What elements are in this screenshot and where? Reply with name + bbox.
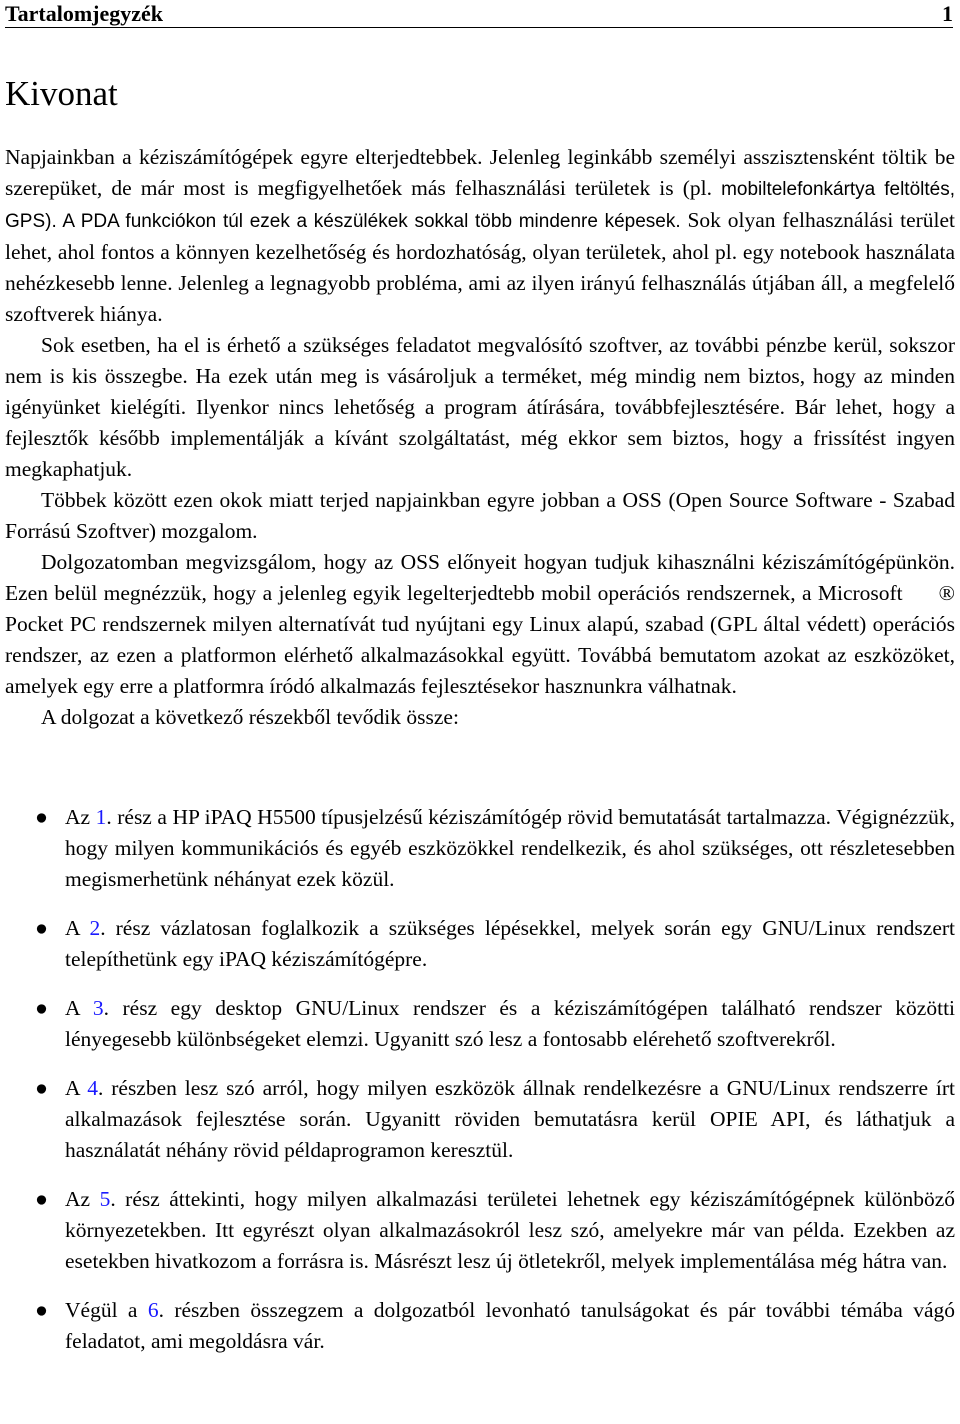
page-number: 1 xyxy=(942,1,953,26)
parts-list xyxy=(5,802,955,1375)
list-item-text: . részben lesz szó arról, hogy milyen eszközök állnak rendelkezésre a GNU/Linux rendszerre írt alkalmazások fejlesztése során. Ugyanitt röviden bemutatásra kerül OPIE API, és láthatjuk a használatát néhány rövid példaprogramon keresztül. xyxy=(65,1076,956,1162)
bullet-icon: ● xyxy=(35,805,48,829)
paragraph-1-text-b: Sok olyan felhasználási terület lehet, ahol fontos a könnyen kezelhetőség és hordozhatóság, olyan területek, ahol pl. egy notebook használata nehézkesebb lenne. Jelenleg a legnagyobb probléma, ami az ilyen irányú felhasználás útjában áll, a megfelelő szoftverek hiánya. xyxy=(5,208,956,326)
list-item-text: . rész áttekinti, hogy milyen alkalmazási területei lehetnek egy kéziszámítógépnek különböző környezetekben. Itt egyrészt olyan alkalmazásokról lesz szó, amelyekre már van példa. Ezekben az esetekben hivatkozom a forrásra is. Másrészt lesz új ötletekről, melyek implementálása még hátra van. xyxy=(65,1187,955,1273)
paragraph-5: A dolgozat a következő részekből tevődik össze: xyxy=(41,705,459,729)
chapter-link[interactable]: 2 xyxy=(89,916,101,940)
list-item-text: . rész vázlatosan foglalkozik a szükséges lépésekkel, melyek során egy GNU/Linux rendszert telepíthetünk egy iPAQ kéziszámítógépre. xyxy=(65,916,955,971)
chapter-link[interactable]: 6 xyxy=(147,1298,159,1322)
paragraph-4-text-a: Dolgozatomban megvizsgálom, hogy az OSS előnyeit hogyan tudjuk kihasználni kéziszámítógépünkön. Ezen belül megnézzük, hogy a jelenleg egyik legelterjedtebb mobil operációs rendszernek, a Microsoft xyxy=(5,550,955,605)
list-item xyxy=(5,1184,955,1277)
list-item-text: . rész egy desktop GNU/Linux rendszer és a kéziszámítógépen található rendszer közötti lényegesebb különbségeket elemzi. Ugyanitt szó lesz a fontosabb elérehető szoftverekről. xyxy=(65,996,956,1051)
list-item-pre: Végül a xyxy=(65,1298,148,1322)
list-item xyxy=(5,913,955,975)
list-item-pre: A xyxy=(65,996,93,1020)
list-item-text: . rész a HP iPAQ H5500 típusjelzésű kéziszámítógép rövid bemutatását tartalmazza. Végignézzük, hogy milyen kommunikációs és egyéb eszközökkel rendelkezik, és ahol szükséges, ott részletesebben megismerhetünk néhányat ezek közül. xyxy=(65,805,955,891)
registered-mark: ® xyxy=(938,581,955,605)
bullet-icon: ● xyxy=(35,996,48,1020)
chapter-link[interactable]: 3 xyxy=(92,996,104,1020)
header-title: Tartalomjegyzék xyxy=(5,1,164,26)
bullet-icon: ● xyxy=(35,1298,48,1322)
list-item-pre: A xyxy=(65,1076,88,1100)
chapter-link[interactable]: 5 xyxy=(99,1187,111,1211)
bullet-icon: ● xyxy=(35,1187,48,1211)
list-item-text: . részben összegzem a dolgozatból levonható tanulságokat és pár további témába vágó feladatot, ami megoldásra vár. xyxy=(65,1298,955,1353)
bullet-icon: ● xyxy=(35,916,48,940)
chapter-link[interactable]: 1 xyxy=(95,805,107,829)
list-item-pre: Az xyxy=(65,805,96,829)
abstract-body xyxy=(5,142,955,733)
running-header xyxy=(5,0,953,28)
list-item xyxy=(5,802,955,895)
paragraph-4-text-b: Pocket PC rendszernek milyen alternatívát tud nyújtani egy Linux alapú, szabad (GPL által védett) operációs rendszer, az ezen a platformon elérhető alkalmazásokkal együtt. Továbbá bemutatom azokat az eszközöket, amelyek egy erre a platformra íródó alkalmazás fejlesztésekor hasznunkra válhatnak. xyxy=(5,612,955,698)
chapter-link[interactable]: 4 xyxy=(87,1076,98,1100)
list-item-pre: A xyxy=(65,916,90,940)
paragraph-3: Többek között ezen okok miatt terjed napjainkban egyre jobban a OSS (Open Source Software - Szabad Forrású Szoftver) mozgalom. xyxy=(5,488,955,543)
paragraph-2: Sok esetben, ha el is érhető a szükséges feladatot megvalósító szoftver, az további pénzbe kerül, sokszor nem is kis összegbe. Ha ezek után meg is vásároljuk a terméket, még mindig nem biztos, hogy az minden igényünket kielégíti. Ilyenkor nincs lehetőség a program átírására, továbbfejlesztésére. Bár lehet, hogy a fejlesztők később implementálják a kívánt szolgáltatást, még ekkor sem biztos, hogy a frissítést ingyen megkaphatjuk. xyxy=(5,333,955,481)
paragraph-4 xyxy=(5,547,955,702)
paragraph-1 xyxy=(5,142,955,330)
list-item xyxy=(5,1073,955,1166)
list-item-pre: Az xyxy=(65,1187,100,1211)
section-heading: Kivonat xyxy=(5,74,118,113)
list-item xyxy=(5,993,955,1055)
paragraph-1-text-a: Napjainkban a kéziszámítógépek egyre elterjedtebbek. Jelenleg leginkább személyi asszisztensként töltik be szerepüket, de már most is megfigyelhetőek más felhasználási területek is (pl. xyxy=(5,145,955,200)
list-item xyxy=(5,1295,955,1357)
bullet-icon: ● xyxy=(35,1076,48,1100)
paragraph-1-sans-text: mobiltelefonkártya feltöltés, GPS). A PDA funkciókon túl ezek a készülékek sokkal több mindenre képesek. xyxy=(5,179,955,232)
